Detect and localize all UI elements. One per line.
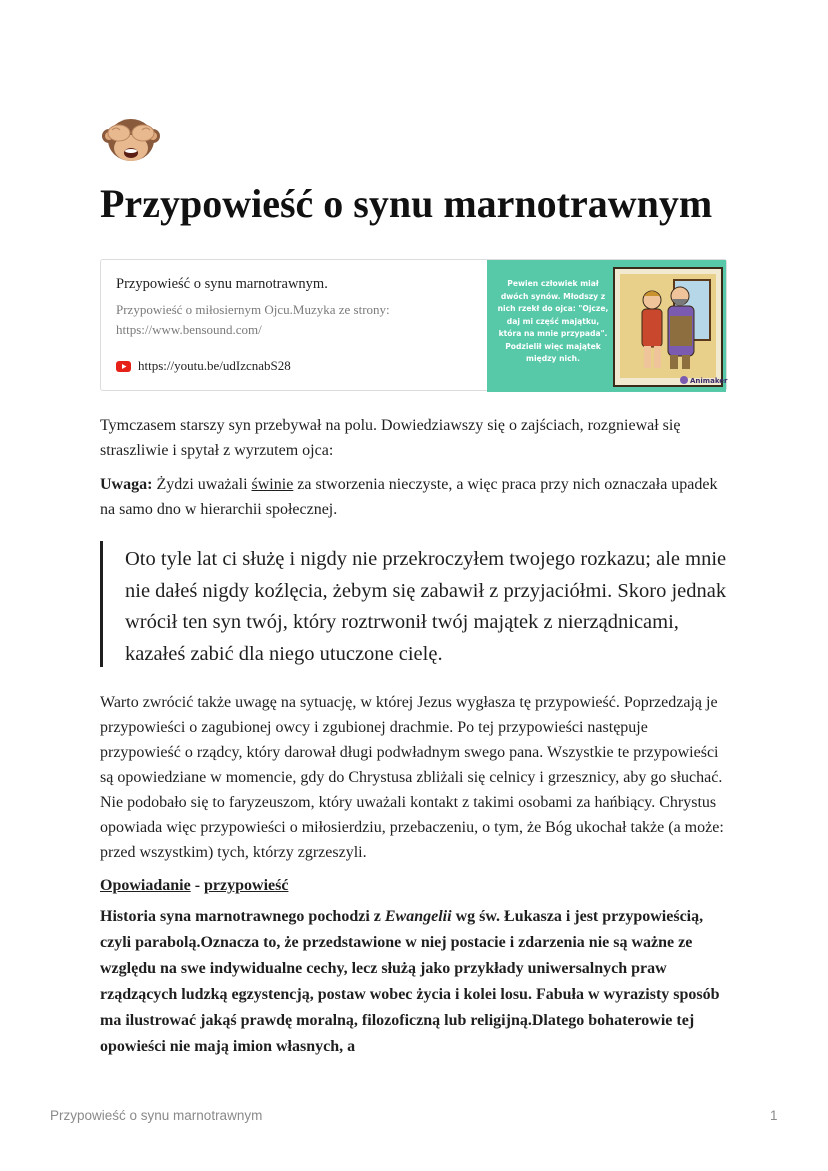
bookmark-text: [101, 260, 487, 390]
footer-page-number: 1: [770, 1108, 778, 1123]
thumbnail-caption: Pewien człowiek miał dwóch synów. Młodszy z nich rzekł do ojca: "Ojcze, daj mi część majątku, która na mnie przypada". Podzielił więc majątek między nich.: [497, 279, 609, 363]
youtube-icon: [116, 361, 131, 372]
paragraph-1: Tymczasem starszy syn przebywał na polu. Dowiedziawszy się o zajściach, rozgniewał się straszliwie i spytał z wyrzutem ojca:: [100, 417, 681, 459]
page-title: Przypowieść o synu marnotrawnym: [100, 181, 713, 226]
thumbnail-brand: Animaker: [690, 377, 728, 385]
bookmark-description: Przypowieść o miłosiernym Ojcu.Muzyka ze strony: https://www.bensound.com/: [116, 302, 390, 337]
section-heading: [100, 873, 288, 898]
video-bookmark-card[interactable]: [100, 259, 727, 391]
note-label: Uwaga:: [100, 476, 153, 493]
note-text-after: za stworzenia nieczyste, a więc praca przy nich oznaczała upadek na samo dno w hierarchii społecznej.: [100, 476, 718, 518]
paragraph-2: Warto zwrócić także uwagę na sytuację, w której Jezus wygłasza tę przypowieść. Poprzedzają je przypowieści o zagubionej owcy i zgubionej drachmie. Po tej przypowieści następuje przypowieść o rządcy, który darował długi podwładnym swego pana. Wszystkie te przypowieści są opowiedziane w momencie, gdy do Chrystusa zbliżali się celnicy i grzesznicy, aby go słuchać. Nie podobało się to faryzeuszom, który uważali kontakt z takimi osobami za hańbiący. Chrystus opowiada więc przypowieści o miłosierdziu, przebaczeniu, o tym, że Bóg ukochał także (a może: przed wszystkim) tych, którzy zgrzeszyli.: [100, 694, 724, 861]
note-link[interactable]: świnie: [251, 476, 294, 493]
bookmark-thumbnail: [487, 260, 726, 392]
bold-paragraph: [100, 904, 730, 1060]
father-son-illustration-icon: [614, 266, 728, 388]
bold-paragraph-start: Historia syna marnotrawnego pochodzi z: [100, 908, 385, 925]
heading-link-opowiadanie[interactable]: Opowiadanie: [100, 877, 191, 894]
bold-paragraph-rest: wg św. Łukasza i jest przypowieścią, czyli parabolą.Oznacza to, że przedstawione w niej postacie i zdarzenia nie są ważne ze względu na swe indywidualne cechy, lecz służą jako przykłady uniwersalnych praw rządzących ludzką egzystencją, postaw wobec życia i kolei losu. Fabuła w wyrazisty sposób ma ilustrować jakąś prawdę moralną, filozoficzną lub religijną.Dlatego bohaterowie tej opowieści nie mają imion własnych, a: [100, 908, 720, 1055]
note-paragraph: [100, 472, 730, 522]
bookmark-title: Przypowieść o synu marnotrawnym.: [116, 276, 328, 292]
note-text-before: Żydzi uważali: [152, 476, 252, 493]
see-no-evil-monkey-icon: [100, 110, 162, 166]
heading-link-przypowiesc[interactable]: przypowieść: [204, 877, 289, 894]
bookmark-link[interactable]: [116, 358, 291, 374]
heading-separator: -: [190, 877, 205, 894]
quote-text: Oto tyle lat ci służę i nigdy nie przekroczyłem twojego rozkazu; ale mnie nie dałeś nigdy koźlęcia, żebym się zabawił z przyjaciółmi. Skoro jednak wrócił ten syn twój, który roztrwonił twój majątek z nierządnicami, kazałeś zabić dla niego utuczone cielę.: [125, 548, 727, 665]
blockquote: [100, 541, 728, 667]
bookmark-url[interactable]: https://youtu.be/udIzcnabS28: [138, 358, 291, 373]
bold-paragraph-italic: Ewangelii: [384, 908, 452, 925]
footer-title: Przypowieść o synu marnotrawnym: [50, 1108, 263, 1123]
